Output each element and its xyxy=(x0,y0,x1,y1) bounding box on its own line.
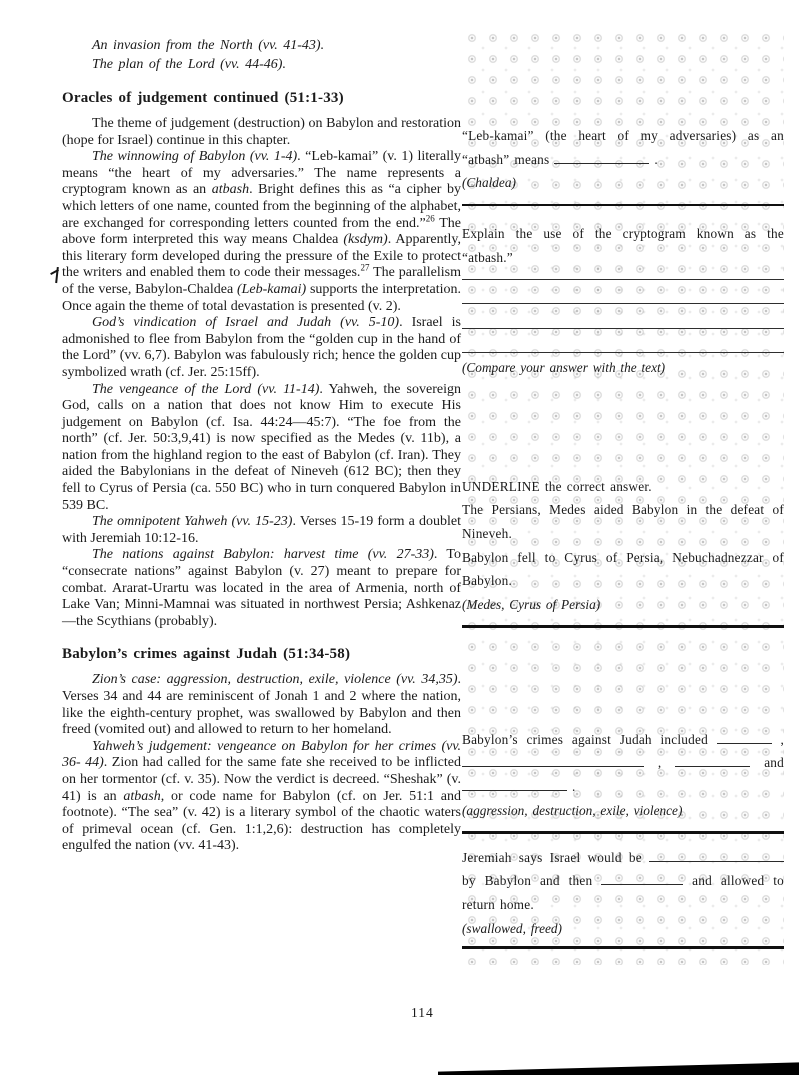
section-divider xyxy=(462,946,784,949)
intro-line: The plan of the Lord (vv. 44-46). xyxy=(92,57,286,72)
halftone-spacer xyxy=(462,380,784,475)
question-line: by Babylon and then and allowed to xyxy=(462,873,785,889)
paragraph-vindication: God’s vindication of Israel and Judah (vv. 5-10). Israel is admonished to flee from Babylon from the “golden cup in the hand of the Lord” (vv. 6,7). Babylon was fabulously rich; hence the golden cup symbolized wrath (cf. Jer. 25:15ff). xyxy=(62,315,461,380)
option-line: The Persians, Medes aided Babylon in the defeat of xyxy=(462,502,784,518)
fill-in-blank-line xyxy=(554,152,649,164)
fill-in-blank-line xyxy=(462,755,644,767)
question-line: Babylon’s crimes against Judah included , xyxy=(462,731,784,747)
underline-option-1 xyxy=(462,498,784,545)
fill-in-blank-line xyxy=(717,732,772,744)
section-heading-oracles: Oracles of judgement continued (51:1-33) xyxy=(62,90,344,106)
paragraph-vengeance: The vengeance of the Lord (vv. 11-14). Yahweh, the sovereign God, calls on a nation that does not know Him to execute His judgement on Babylon (cf. Isa. 44:24—45:7). “The foe from the north” (cf. Jer. 50:3,9,41) is now specified as the Medes (v. 11b), a nation from the highland region to the east of Babylon (cf. Iran). They aided the Babylonians in the defeat of Nineveh (612 BC); then they fell to Cyrus of Persia (ca. 550 BC) who in turn conquered Babylon in 539 BC. xyxy=(62,381,461,513)
question-underline xyxy=(462,475,784,617)
underline-prompt: UNDERLINE the correct answer. xyxy=(462,478,652,494)
option-line: Babylon. xyxy=(462,573,512,589)
stray-ink-mark xyxy=(50,267,61,284)
write-line xyxy=(462,280,784,304)
underline-option-2 xyxy=(462,546,784,593)
question-leb-kamai xyxy=(462,124,784,195)
question-line: Explain the use of the cryptogram known as the xyxy=(462,226,784,242)
section-divider xyxy=(462,204,784,207)
question-line: “Leb-kamai” (the heart of my adversaries) as an xyxy=(462,128,784,143)
option-line: Nineveh. xyxy=(462,525,512,541)
page-number: 114 xyxy=(411,1005,434,1020)
option-line: Babylon fell to Cyrus of Persia, Nebuchadnezzar of xyxy=(462,549,784,565)
answer-swallowed-freed: (swallowed, freed) xyxy=(462,920,562,936)
write-line xyxy=(462,304,784,328)
answer-medes-cyrus: (Medes, Cyrus of Persia) xyxy=(462,596,601,612)
halftone-spacer xyxy=(462,628,784,728)
answer-compare: (Compare your answer with the text) xyxy=(462,360,666,376)
question-line: “atbash” means . xyxy=(462,151,658,167)
intro-line: An invasion from the North (vv. 41-43). xyxy=(92,38,325,53)
question-line: return home. xyxy=(462,897,534,913)
section-heading-crimes: Babylon’s crimes against Judah (51:34-58) xyxy=(62,646,351,663)
paragraph-theme: The theme of judgement (destruction) on Babylon and restoration (hope for Israel) continue in this chapter. xyxy=(62,116,461,148)
question-jeremiah-says xyxy=(462,846,784,940)
paragraph-winnowing: The winnowing of Babylon (vv. 1-4). “Leb-kamai” (v. 1) literally means “the heart of my adversaries.” The name represents a cryptogram known as an atbash. Bright defines this as “a cipher by which letters of one name, counted from the beginning of the alphabet, are exchanged for corresponding letters counted from the end.”$^{26}$ The above form interpreted this way means Chaldea (ksdym). Apparently, this literary form developed during the pressure of the Exile to protect the writers and enabled them to code their messages.$^{27}$ The parallelism of the verse, Babylon-Chaldea (Leb-kamai) supports the interpretation. Once again the theme of total devastation is presented (v. 2). xyxy=(62,149,462,314)
right-column-workbook xyxy=(462,28,784,965)
halftone-spacer xyxy=(462,28,784,124)
question-line: . xyxy=(462,775,784,799)
question-babylon-crimes xyxy=(462,728,784,822)
paragraph-omnipotent: The omnipotent Yahweh (vv. 15-23). Verses 15-19 form a doublet with Jeremiah 10:12-16. xyxy=(62,514,462,546)
fill-in-blank-line xyxy=(675,755,750,767)
write-line xyxy=(462,329,784,353)
answer-crimes: (aggression, destruction, exile, violence) xyxy=(462,802,683,818)
answer-write-lines xyxy=(462,256,784,354)
question-atbash-explain xyxy=(462,222,784,379)
scan-artifact-bar xyxy=(438,1061,799,1075)
question-line: , and xyxy=(462,751,784,775)
intro-lines xyxy=(62,36,461,74)
question-line: Jeremiah says Israel would be xyxy=(462,846,784,870)
section-divider xyxy=(462,831,784,834)
fill-in-blank-line xyxy=(601,873,683,885)
paragraph-nations: The nations against Babylon: harvest time (vv. 27-33). To “consecrate nations” against Babylon (v. 27) meant to prepare for combat. Ararat-Urartu was located in the area of Armenia, north of Lake Van; Minni-Mamnai was situated in northwest Persia; Ashkenaz—the Scythians (probably). xyxy=(62,547,462,629)
question-line: “atbash.” xyxy=(462,249,513,265)
paragraph-zions-case: Zion’s case: aggression, destruction, exile, violence (vv. 34,35). Verses 34 and 44 are reminiscent of Jonah 1 and 2 where the nation, like the eighth-century prophet, was swallowed by Babylon and then freed (vomited out) and allowed to return to her homeland. xyxy=(62,672,461,738)
fill-in-blank-line xyxy=(462,779,567,791)
left-column xyxy=(62,36,461,855)
fill-in-blank-line xyxy=(649,850,784,862)
paragraph-yahwehs-judgement: Yahweh’s judgement: vengeance on Babylon for her crimes (vv. 36- 44). Zion had called for the same fate she received to be inflicted on her tormentor (cf. v. 35). Now the verdict is decreed. “Sheshak” (v. 41) is an atbash, or code name for Babylon (cf. on Jer. 51:1 and footnote). “The sea” (v. 42) is a literary symbol of the chaotic waters of primeval ocean (cf. Gen. 1:1,2,6): destruction has completely engulfed the nation (vv. 41-43). xyxy=(62,738,461,854)
answer-chaldea: (Chaldea) xyxy=(462,175,516,191)
